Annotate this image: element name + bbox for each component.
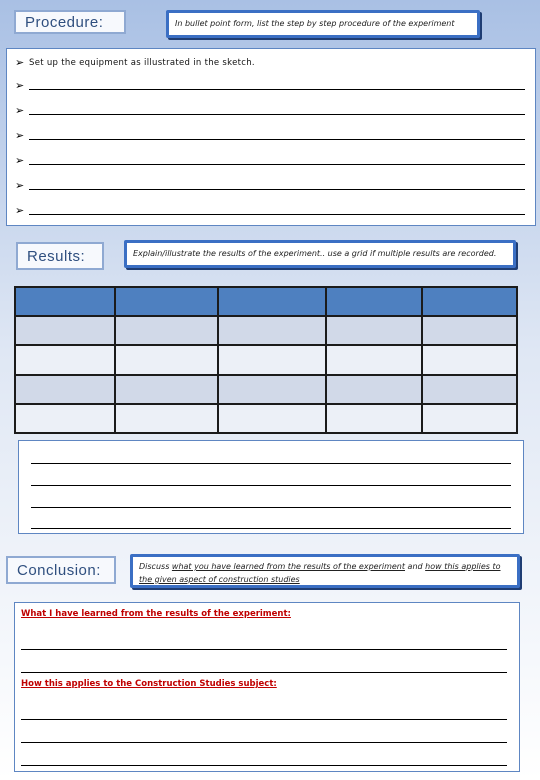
table-cell[interactable] [218,345,326,374]
write-line[interactable] [29,113,525,115]
conclusion-label-text: Conclusion: [17,561,101,579]
results-label-text: Results: [27,247,86,265]
conclusion-panel [14,602,520,772]
procedure-label [14,10,126,34]
write-line[interactable] [21,742,507,743]
step-row-1 [15,55,525,69]
step-row-4[interactable] [15,128,525,142]
conclusion-label [6,556,116,584]
arrowhead-bullet-icon: ➢ [15,57,25,69]
write-line[interactable] [31,485,511,486]
table-cell[interactable] [15,404,115,433]
table-cell[interactable] [115,404,218,433]
write-line[interactable] [31,507,511,508]
table-cell[interactable] [218,287,326,316]
table-cell[interactable] [15,375,115,404]
table-header-row [15,287,517,316]
write-line[interactable] [21,719,507,720]
table-row [15,404,517,433]
table-cell[interactable] [326,404,421,433]
table-cell[interactable] [115,375,218,404]
learned-heading: What I have learned from the results of the experiment: [21,609,291,619]
table-cell[interactable] [422,316,517,345]
arrowhead-bullet-icon: ➢ [15,130,25,142]
conclusion-instruction-prefix: Discuss [139,562,172,571]
results-instruction-box [124,240,516,268]
table-cell[interactable] [115,287,218,316]
table-cell[interactable] [218,404,326,433]
table-cell[interactable] [326,375,421,404]
step-row-7[interactable] [15,203,525,217]
results-label [16,242,104,270]
write-line[interactable] [29,188,525,190]
results-table [14,286,518,434]
table-cell[interactable] [326,345,421,374]
arrowhead-bullet-icon: ➢ [15,205,25,217]
arrowhead-bullet-icon: ➢ [15,180,25,192]
results-notes-panel [18,440,524,534]
write-line[interactable] [21,672,507,673]
procedure-instruction-text: In bullet point form, list the step by step procedure of the experiment [175,18,455,28]
step-1-text: Set up the equipment as illustrated in the sketch. [29,58,255,68]
step-row-3[interactable] [15,103,525,117]
applies-heading: How this applies to the Construction Studies subject: [21,679,277,689]
arrowhead-bullet-icon: ➢ [15,80,25,92]
write-line[interactable] [29,88,525,90]
step-row-6[interactable] [15,178,525,192]
write-line[interactable] [29,138,525,140]
write-line[interactable] [21,765,507,766]
procedure-steps-panel [6,48,536,226]
table-row [15,316,517,345]
arrowhead-bullet-icon: ➢ [15,155,25,167]
arrowhead-bullet-icon: ➢ [15,105,25,117]
results-instruction-text: Explain/illustrate the results of the experiment.. use a grid if multiple results are recorded. [133,248,497,258]
step-row-2[interactable] [15,78,525,92]
table-cell[interactable] [115,316,218,345]
table-cell[interactable] [115,345,218,374]
write-line[interactable] [29,213,525,215]
table-cell[interactable] [422,375,517,404]
table-cell[interactable] [218,316,326,345]
conclusion-instruction-mid: and [405,562,426,571]
procedure-label-text: Procedure: [25,13,104,31]
procedure-instruction-box [166,10,480,38]
conclusion-instruction-part2: how this applies to the given aspect of construction studies [139,562,501,584]
table-row [15,345,517,374]
results-table-wrap [14,286,518,434]
step-row-5[interactable] [15,153,525,167]
write-line[interactable] [31,463,511,464]
conclusion-instruction-box [130,554,520,588]
table-row [15,375,517,404]
table-cell[interactable] [326,287,421,316]
table-cell[interactable] [15,316,115,345]
table-cell[interactable] [422,404,517,433]
table-cell[interactable] [422,287,517,316]
table-cell[interactable] [218,375,326,404]
conclusion-instruction-part1: what you have learned from the results of the experiment [171,562,406,571]
write-line[interactable] [21,649,507,650]
write-line[interactable] [31,528,511,529]
table-cell[interactable] [15,287,115,316]
table-cell[interactable] [422,345,517,374]
table-cell[interactable] [326,316,421,345]
table-cell[interactable] [15,345,115,374]
write-line[interactable] [29,163,525,165]
